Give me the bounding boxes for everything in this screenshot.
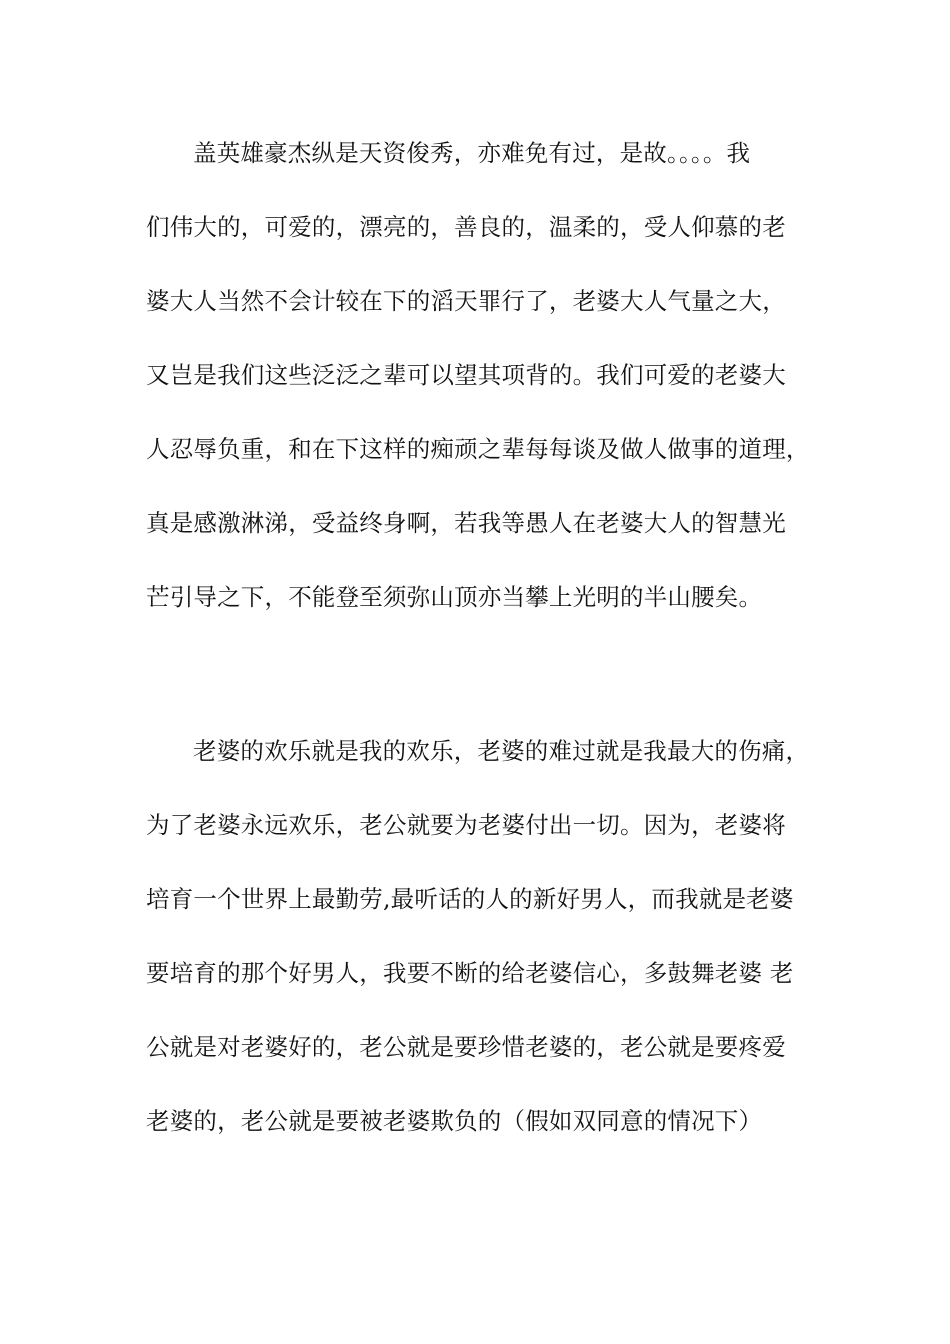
paragraph-line: 真是感激淋涕，受益终身啊，若我等愚人在老婆大人的智慧光: [146, 509, 786, 537]
paragraph-line: 公就是对老婆好的，老公就是要珍惜老婆的，老公就是要疼爱: [146, 1033, 786, 1061]
paragraph-line: 婆大人当然不会计较在下的滔天罪行了，老婆大人气量之大，: [146, 287, 786, 315]
paragraph-line: 又岂是我们这些泛泛之辈可以望其项背的。我们可爱的老婆大: [146, 361, 786, 389]
paragraph-line: 人忍辱负重，和在下这样的痴顽之辈每每谈及做人做事的道理，: [146, 435, 810, 463]
paragraph-line: 芒引导之下，不能登至须弥山顶亦当攀上光明的半山腰矣。: [146, 583, 763, 611]
paragraph-line: 为了老婆永远欢乐，老公就要为老婆付出一切。因为，老婆将: [146, 811, 786, 839]
paragraph-line: 老婆的欢乐就是我的欢乐，老婆的难过就是我最大的伤痛，: [193, 737, 810, 765]
paragraph-line: 要培育的那个好男人，我要不断的给老婆信心，多鼓舞老婆 老: [146, 959, 794, 987]
paragraph-line: 盖英雄豪杰纵是天资俊秀，亦难免有过，是故。。。。我: [193, 139, 751, 167]
paragraph-line: 培育一个世界上最勤劳,最听话的人的新好男人，而我就是老婆: [146, 885, 794, 913]
paragraph-line: 们伟大的，可爱的，漂亮的，善良的，温柔的，受人仰慕的老: [146, 213, 786, 241]
paragraph-line: 老婆的，老公就是要被老婆欺负的（假如双同意的情况下）: [146, 1107, 763, 1135]
